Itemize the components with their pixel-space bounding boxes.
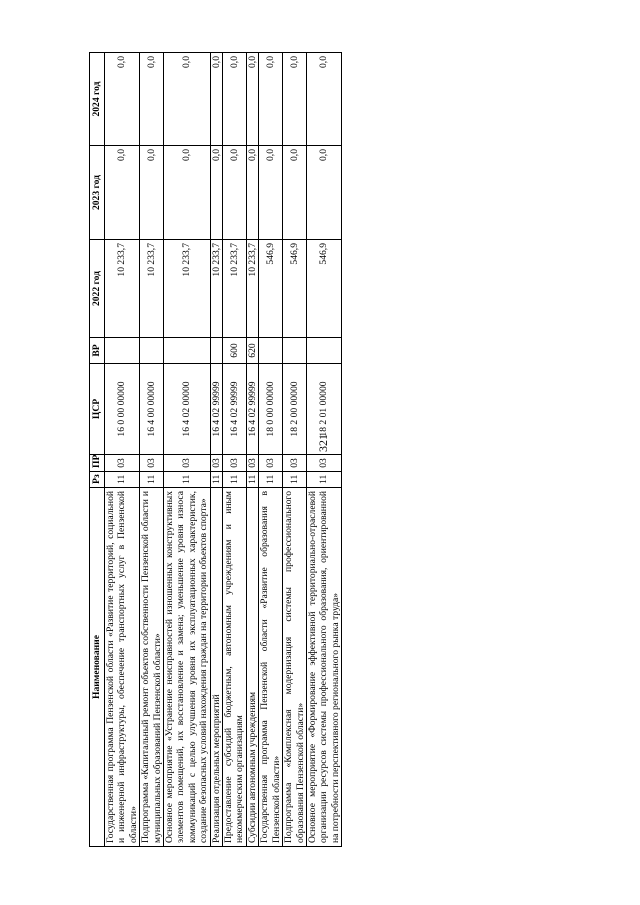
cell-2024: 0,0 xyxy=(306,53,341,146)
cell-2023: 0,0 xyxy=(306,146,341,240)
header-name: Наименование xyxy=(90,488,105,847)
table-row xyxy=(223,53,247,847)
cell-2022: 10 233,7 xyxy=(246,240,258,338)
cell-name: Субсидии автономным учреждениям xyxy=(246,488,258,847)
cell-2024: 0,0 xyxy=(210,53,222,146)
cell-2022: 546,9 xyxy=(306,240,341,338)
cell-2024: 0,0 xyxy=(164,53,211,146)
cell-rz: 11 xyxy=(306,472,341,488)
cell-name: Государственная программа Пензенской области «Развитие территорий, социальной и инженерной инфраструктуры, обеспечение транспортных услуг в Пензенской области» xyxy=(105,488,140,847)
cell-vr xyxy=(283,338,307,364)
cell-2023: 0,0 xyxy=(210,146,222,240)
cell-pr: 03 xyxy=(140,455,164,472)
cell-2024: 0,0 xyxy=(283,53,307,146)
cell-2022: 10 233,7 xyxy=(210,240,222,338)
cell-rz: 11 xyxy=(246,472,258,488)
cell-vr: 600 xyxy=(223,338,247,364)
cell-pr: 03 xyxy=(223,455,247,472)
cell-2022: 10 233,7 xyxy=(140,240,164,338)
cell-name: Подпрограмма «Комплексная модернизация системы профессионального образования Пензенской области» xyxy=(283,488,307,847)
cell-vr xyxy=(164,338,211,364)
header-2024: 2024 год xyxy=(90,53,105,146)
table-row xyxy=(306,53,341,847)
cell-csr: 16 4 02 99999 xyxy=(223,364,247,455)
cell-2023: 0,0 xyxy=(140,146,164,240)
cell-2022: 10 233,7 xyxy=(223,240,247,338)
cell-rz: 11 xyxy=(283,472,307,488)
cell-csr: 18 0 00 00000 xyxy=(259,364,283,455)
cell-name: Государственная программа Пензенской области «Развитие образования в Пензенской области» xyxy=(259,488,283,847)
cell-pr: 03 xyxy=(259,455,283,472)
cell-pr: 03 xyxy=(210,455,222,472)
cell-pr: 03 xyxy=(306,455,341,472)
cell-csr: 16 4 02 99999 xyxy=(210,364,222,455)
cell-2022: 546,9 xyxy=(283,240,307,338)
cell-rz: 11 xyxy=(223,472,247,488)
cell-pr: 03 xyxy=(246,455,258,472)
cell-2023: 0,0 xyxy=(246,146,258,240)
cell-csr: 16 4 02 00000 xyxy=(164,364,211,455)
table-row xyxy=(259,53,283,847)
cell-2024: 0,0 xyxy=(140,53,164,146)
cell-2023: 0,0 xyxy=(223,146,247,240)
cell-2022: 10 233,7 xyxy=(105,240,140,338)
cell-vr xyxy=(259,338,283,364)
header-2023: 2023 год xyxy=(90,146,105,240)
table-row xyxy=(246,53,258,847)
cell-2023: 0,0 xyxy=(105,146,140,240)
cell-vr xyxy=(105,338,140,364)
table-header-row xyxy=(90,53,105,847)
cell-csr: 16 0 00 00000 xyxy=(105,364,140,455)
cell-rz: 11 xyxy=(140,472,164,488)
cell-name: Подпрограмма «Капитальный ремонт объектов собственности Пензенской области и муниципальных образований Пензенской области» xyxy=(140,488,164,847)
cell-vr xyxy=(210,338,222,364)
cell-vr: 620 xyxy=(246,338,258,364)
cell-2024: 0,0 xyxy=(259,53,283,146)
cell-rz: 11 xyxy=(164,472,211,488)
cell-csr: 18 2 00 00000 xyxy=(283,364,307,455)
page-number: 321 xyxy=(316,434,330,452)
header-vr: ВР xyxy=(90,338,105,364)
cell-rz: 11 xyxy=(210,472,222,488)
cell-2023: 0,0 xyxy=(259,146,283,240)
cell-2022: 10 233,7 xyxy=(164,240,211,338)
cell-rz: 11 xyxy=(105,472,140,488)
cell-vr xyxy=(306,338,341,364)
cell-2022: 546,9 xyxy=(259,240,283,338)
budget-table xyxy=(89,52,342,847)
cell-csr: 16 4 00 00000 xyxy=(140,364,164,455)
table-row xyxy=(283,53,307,847)
cell-csr: 16 4 02 99999 xyxy=(246,364,258,455)
cell-csr: 18 2 01 00000 xyxy=(306,364,341,455)
cell-rz: 11 xyxy=(259,472,283,488)
cell-2023: 0,0 xyxy=(164,146,211,240)
table-row xyxy=(164,53,211,847)
cell-2024: 0,0 xyxy=(105,53,140,146)
cell-pr: 03 xyxy=(105,455,140,472)
header-2022: 2022 год xyxy=(90,240,105,338)
cell-2024: 0,0 xyxy=(223,53,247,146)
table-row xyxy=(105,53,140,847)
cell-2024: 0,0 xyxy=(246,53,258,146)
cell-name: Реализация отдельных мероприятий xyxy=(210,488,222,847)
cell-vr xyxy=(140,338,164,364)
cell-2023: 0,0 xyxy=(283,146,307,240)
cell-name: Основное мероприятие «Устранение неисправностей изношенных конструктивных элементов помещений, их восстановление и замена; уменьшение уровня износа коммуникаций с целью улучшения уровня их эксплуатационных характеристик, создание безопасных условий нахождения граждан на территории объектов спорта» xyxy=(164,488,211,847)
cell-pr: 03 xyxy=(283,455,307,472)
header-pr: ПР xyxy=(90,455,105,472)
budget-table-container xyxy=(89,53,459,847)
cell-name: Основное мероприятие «Формирование эффективной территориально-отраслевой организации ресурсов системы профессионального образования, ориентированной на потребности перспективного регионального рынка труда» xyxy=(306,488,341,847)
cell-pr: 03 xyxy=(164,455,211,472)
table-row xyxy=(140,53,164,847)
header-rz: Рз xyxy=(90,472,105,488)
cell-name: Предоставление субсидий бюджетным, автономным учреждениям и иным некоммерческим организациям xyxy=(223,488,247,847)
header-csr: ЦСР xyxy=(90,364,105,455)
table-row xyxy=(210,53,222,847)
